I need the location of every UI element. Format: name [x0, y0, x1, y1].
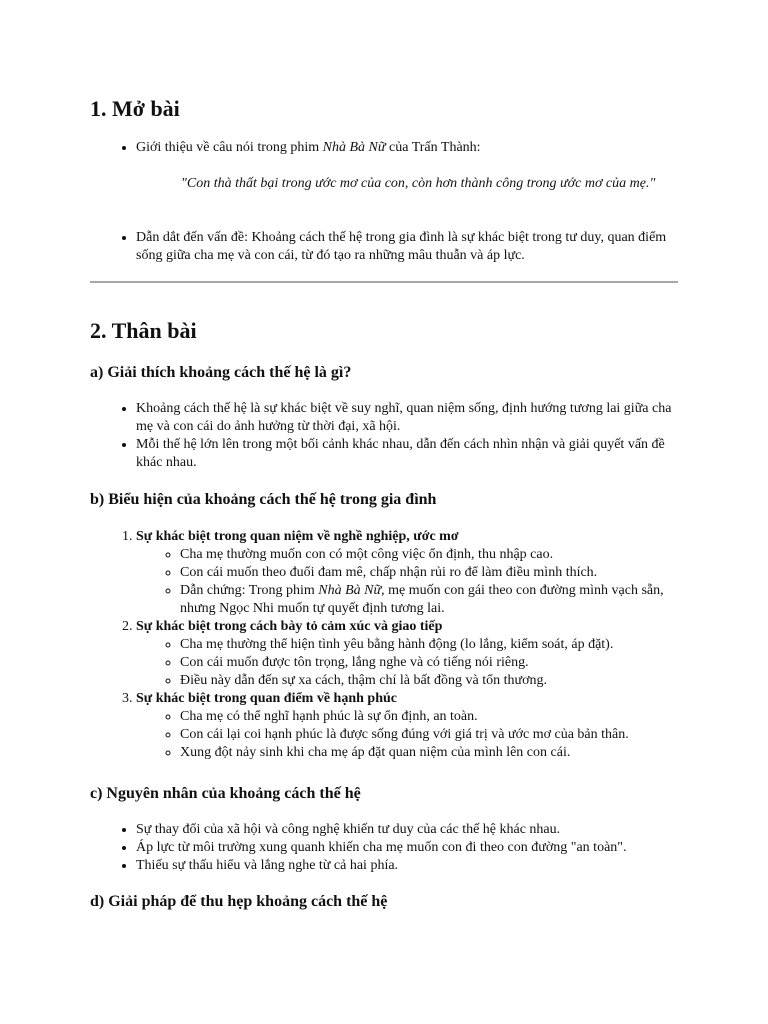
sub-list-item: ◦ Cha mẹ thường muốn con có một công việc ổn định, thu nhập cao. [180, 546, 680, 564]
sub-list [136, 546, 680, 618]
evidence-text: Dẫn chứng: Trong phim [180, 583, 319, 598]
sub-list-item: ◦ Điều này dẫn đến sự xa cách, thậm chí là bất đồng và tổn thương. [180, 672, 680, 690]
numbered-item-label: Sự khác biệt trong quan niệm về nghề nghiệp, ước mơ [136, 529, 459, 544]
list-item: • Dẫn dắt đến vấn đề: Khoảng cách thế hệ trong gia đình là sự khác biệt trong tư duy, quan điểm sống giữa cha mẹ và con cái, từ đó tạo ra những mâu thuẫn và áp lực. [136, 229, 680, 265]
intro-list [90, 229, 680, 265]
film-quote: "Con thà thất bại trong ước mơ của con, còn hơn thành công trong ước mơ của mẹ." [181, 176, 656, 191]
film-title: Nhà Bà Nữ [318, 583, 382, 598]
definition-list [90, 400, 680, 472]
film-title: Nhà Bà Nữ [322, 140, 386, 155]
subheading-a: a) Giải thích khoảng cách thế hệ là gì? [90, 364, 352, 381]
sub-list-item: ◦ Con cái lại coi hạnh phúc là được sống đúng với giá trị và ước mơ của bản thân. [180, 726, 680, 744]
list-item: • Thiếu sự thấu hiểu và lắng nghe từ cả hai phía. [136, 857, 627, 875]
sub-list-item: ◦ Con cái muốn được tôn trọng, lắng nghe và có tiếng nói riêng. [180, 654, 680, 672]
numbered-item-label: Sự khác biệt trong cách bày tỏ cảm xúc và giao tiếp [136, 619, 443, 634]
sub-list-item: ◦ Cha mẹ có thể nghĩ hạnh phúc là sự ổn định, an toàn. [180, 708, 680, 726]
subheading-d: d) Giải pháp để thu hẹp khoảng cách thế hệ [90, 893, 388, 910]
section-heading-than-bai: 2. Thân bài [90, 318, 197, 343]
list-item: • Khoảng cách thế hệ là sự khác biệt về suy nghĩ, quan niệm sống, định hướng tương lai giữa cha mẹ và con cái do ảnh hưởng từ thời đại, xã hội. [136, 400, 680, 436]
evidence-text: , mẹ muốn con gái theo con đường mình vạch sẵn, nhưng Ngọc Nhi muốn tự quyết định tương lai. [180, 583, 664, 616]
manifestation-list [90, 528, 680, 762]
sub-list-item: ◦ Con cái muốn theo đuổi đam mê, chấp nhận rủi ro để làm điều mình thích. [180, 564, 680, 582]
intro-bullet-text: của Trấn Thành: [385, 140, 481, 155]
list-item [136, 139, 481, 157]
sub-list [136, 708, 680, 762]
intro-bullet-text: Giới thiệu về câu nói trong phim [136, 140, 323, 155]
intro-list [90, 139, 481, 157]
sub-list-item: ◦ Cha mẹ thường thể hiện tình yêu bằng hành động (lo lắng, kiểm soát, áp đặt). [180, 636, 680, 654]
numbered-item [136, 690, 680, 762]
numbered-item-label: Sự khác biệt trong quan điểm về hạnh phúc [136, 691, 397, 706]
subheading-b: b) Biểu hiện của khoảng cách thế hệ trong gia đình [90, 491, 437, 508]
numbered-item [136, 528, 680, 618]
sub-list [136, 636, 680, 690]
section-heading-mo-bai: 1. Mở bài [90, 96, 180, 121]
sub-list-item [180, 582, 680, 618]
cause-list [90, 821, 627, 875]
numbered-item [136, 618, 680, 690]
list-item: • Áp lực từ môi trường xung quanh khiến cha mẹ muốn con đi theo con đường "an toàn". [136, 839, 627, 857]
list-item: • Mỗi thế hệ lớn lên trong một bối cảnh khác nhau, dẫn đến cách nhìn nhận và giải quyết vấn đề khác nhau. [136, 436, 680, 472]
sub-list-item: ◦ Xung đột nảy sinh khi cha mẹ áp đặt quan niệm của mình lên con cái. [180, 744, 680, 762]
subheading-c: c) Nguyên nhân của khoảng cách thế hệ [90, 785, 361, 802]
list-item: • Sự thay đổi của xã hội và công nghệ khiến tư duy của các thế hệ khác nhau. [136, 821, 627, 839]
horizontal-divider [90, 281, 678, 283]
